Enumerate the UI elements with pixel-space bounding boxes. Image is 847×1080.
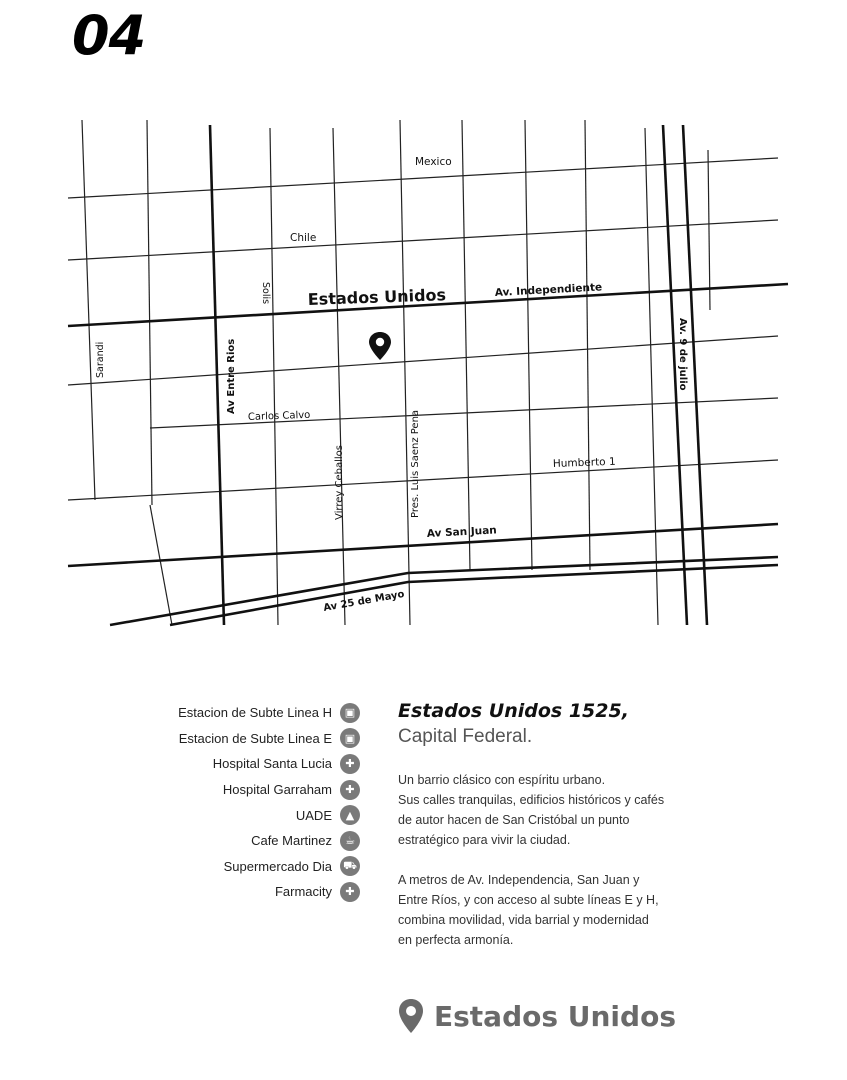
subway-icon: ▣ xyxy=(340,728,360,748)
legend-item xyxy=(120,777,360,803)
label-av-entre-rios: Av Entre Rios xyxy=(226,338,237,414)
address-title: Estados Unidos 1525, xyxy=(398,700,629,722)
footer-location xyxy=(398,998,676,1034)
legend-label: Cafe Martinez xyxy=(251,833,332,849)
street-humberto-1 xyxy=(68,460,778,500)
legend-label: Hospital Santa Lucia xyxy=(212,756,332,772)
legend-item xyxy=(120,726,360,752)
info-panel xyxy=(398,700,738,950)
label-virrey-ceballos: Virrey Ceballos xyxy=(334,445,345,520)
footer-label: Estados Unidos xyxy=(434,999,676,1033)
legend-item xyxy=(120,751,360,777)
legend xyxy=(120,700,360,905)
legend-label: Estacion de Subte Linea H xyxy=(178,705,332,721)
street-solis xyxy=(270,128,278,625)
location-pin-icon xyxy=(369,332,391,360)
street-carlos-calvo xyxy=(150,398,778,428)
label-solis: Solis xyxy=(260,282,271,305)
street-pres-luis-saenz-pena xyxy=(400,120,410,625)
legend-label: Farmacity xyxy=(274,884,332,900)
address-subtitle: Capital Federal. xyxy=(398,726,533,747)
legend-label: Supermercado Dia xyxy=(223,858,332,874)
legend-item xyxy=(120,879,360,905)
description-paragraph-1: Un barrio clásico con espíritu urbano. Sus calles tranquilas, edificios históricos y cafés de autor hacen de San Cristóbal un punto estratégico para vivir la ciudad. xyxy=(398,773,665,847)
legend-label: UADE xyxy=(295,807,332,823)
coffee-icon: ☕ xyxy=(340,831,360,851)
legend-label: Estacion de Subte Linea E xyxy=(178,730,332,746)
label-av-san-juan: Av San Juan xyxy=(426,524,498,540)
label-av-25-de-mayo: Av 25 de Mayo xyxy=(322,588,406,614)
minor-streets xyxy=(68,120,778,625)
street-av-25-de-mayo-a xyxy=(110,557,778,625)
label-av-9-de-julio: Av. 9 de julio xyxy=(677,318,688,391)
label-mexico: Mexico xyxy=(415,156,452,168)
street-av-san-juan xyxy=(68,524,778,566)
street-chile xyxy=(68,220,778,260)
hospital-icon: ✚ xyxy=(340,754,360,774)
street-map xyxy=(0,110,847,640)
university-icon: ▲ xyxy=(340,805,360,825)
legend-item xyxy=(120,854,360,880)
label-estados-unidos: Estados Unidos xyxy=(307,285,447,309)
label-chile: Chile xyxy=(290,232,317,244)
legend-label: Hospital Garraham xyxy=(222,782,332,798)
hospital-icon: ✚ xyxy=(340,780,360,800)
description-paragraph-2: A metros de Av. Independencia, San Juan y Entre Ríos, y con acceso al subte líneas E y H, combina movilidad, vida barrial y modernidad en perfecta armonía. xyxy=(398,873,659,947)
legend-item xyxy=(120,700,360,726)
page-number: 04 xyxy=(72,4,146,67)
label-humberto-1: Humberto 1 xyxy=(552,455,616,470)
label-pres-luis-saenz-pena: Pres. Luis Saenz Pena xyxy=(410,409,421,518)
pharmacy-icon: ✚ xyxy=(340,882,360,902)
label-av-independiente: Av. Independiente xyxy=(494,281,603,299)
subway-icon: ▣ xyxy=(340,703,360,723)
shopping-cart-icon: ⛟ xyxy=(340,856,360,876)
label-carlos-calvo: Carlos Calvo xyxy=(247,409,311,423)
legend-item xyxy=(120,802,360,828)
legend-item xyxy=(120,828,360,854)
location-pin-icon xyxy=(398,998,424,1034)
street-horizontal-a xyxy=(68,336,778,385)
street-sarandi xyxy=(82,120,95,500)
label-sarandi: Sarandi xyxy=(95,341,106,378)
